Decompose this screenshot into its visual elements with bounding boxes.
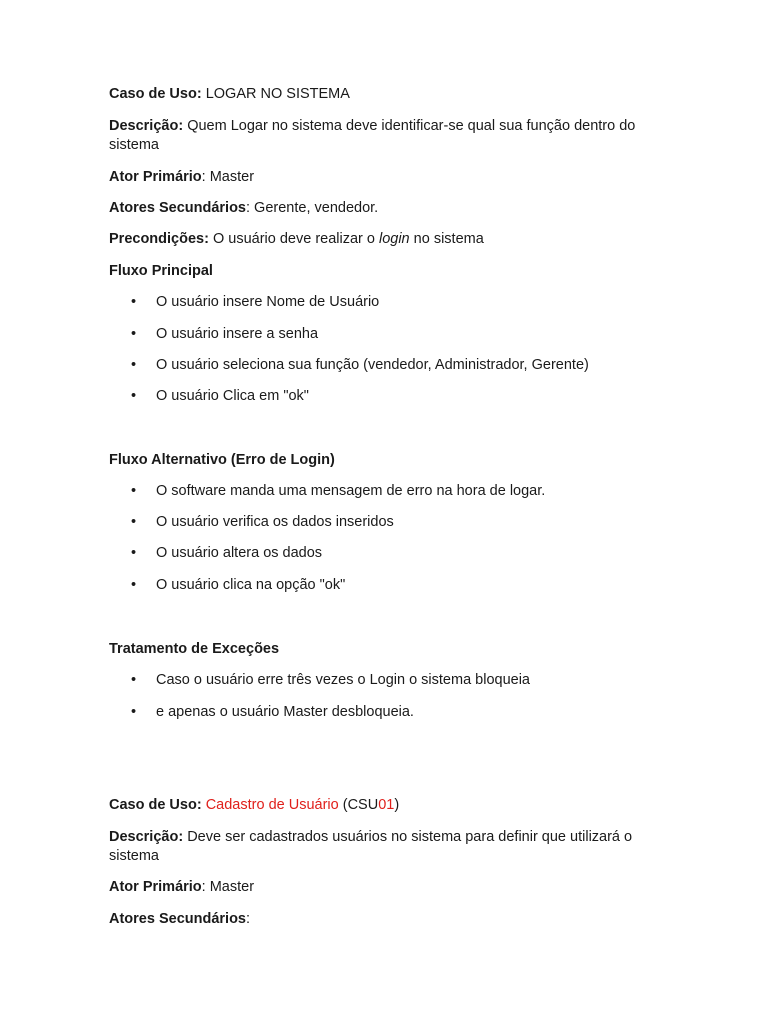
uc2-secund-value: : <box>246 911 251 927</box>
uc2-caso-label: Caso de Uso: <box>109 797 202 813</box>
fluxo-principal-heading: Fluxo Principal <box>109 263 213 279</box>
bullet: • <box>131 294 137 310</box>
uc2-code-open: (CSU <box>342 797 379 813</box>
bullet: • <box>131 704 137 720</box>
uc1-ator-value: : Master <box>201 169 255 185</box>
uc2-desc-value: Deve ser cadastrados usuários no sistema para definir que utilizará o sistema <box>109 829 633 864</box>
uc2-ator-primario <box>109 878 669 897</box>
uc2-code-num: 01 <box>378 797 395 813</box>
bullet: • <box>131 577 137 593</box>
list-item: e apenas o usuário Master desbloqueia. <box>156 704 414 720</box>
uc1-precond-after: no sistema <box>413 231 484 247</box>
uc2-secund-label: Atores Secundários <box>109 911 246 927</box>
uc2-descricao <box>109 828 669 866</box>
bullet: • <box>131 326 137 342</box>
list-item: O software manda uma mensagem de erro na hora de logar. <box>156 483 546 499</box>
uc1-caso-label: Caso de Uso: <box>109 86 202 102</box>
list-item: O usuário clica na opção "ok" <box>156 577 346 593</box>
uc1-secund-value: : Gerente, vendedor. <box>246 200 379 216</box>
uc1-atores-secundarios <box>109 199 669 218</box>
list-item: Caso o usuário erre três vezes o Login o sistema bloqueia <box>156 672 530 688</box>
uc2-ator-label: Ator Primário <box>109 879 202 895</box>
bullet: • <box>131 672 137 688</box>
uc2-caso-value: Cadastro de Usuário <box>205 797 339 813</box>
uc1-precond-before: O usuário deve realizar o <box>212 231 375 247</box>
uc2-code-close: ) <box>394 797 400 813</box>
bullet: • <box>131 514 137 530</box>
uc1-secund-label: Atores Secundários <box>109 200 246 216</box>
uc2-caso-line <box>109 796 669 815</box>
uc1-precond-italic: login <box>378 231 410 247</box>
uc2-desc-label: Descrição: <box>109 829 184 845</box>
list-item: O usuário altera os dados <box>156 545 323 561</box>
bullet: • <box>131 357 137 373</box>
uc1-precondicoes <box>109 230 669 249</box>
uc1-caso-value: LOGAR NO SISTEMA <box>205 86 350 102</box>
fluxo-alternativo-heading: Fluxo Alternativo (Erro de Login) <box>109 452 335 468</box>
uc2-atores-secundarios <box>109 910 669 929</box>
uc1-desc-label: Descrição: <box>109 118 184 134</box>
tratamento-excecoes-heading: Tratamento de Exceções <box>109 641 280 657</box>
uc1-precond-label: Precondições: <box>109 231 209 247</box>
uc1-descricao <box>109 117 669 155</box>
uc1-ator-primario <box>109 168 669 187</box>
uc2-ator-value: : Master <box>201 879 255 895</box>
uc1-ator-label: Ator Primário <box>109 169 202 185</box>
list-item: O usuário Clica em "ok" <box>156 388 309 404</box>
list-item: O usuário insere Nome de Usuário <box>156 294 380 310</box>
bullet: • <box>131 388 137 404</box>
list-item: O usuário seleciona sua função (vendedor, Administrador, Gerente) <box>156 357 589 373</box>
bullet: • <box>131 483 137 499</box>
list-item: O usuário verifica os dados inseridos <box>156 514 394 530</box>
list-item: O usuário insere a senha <box>156 326 319 342</box>
uc1-desc-value: Quem Logar no sistema deve identificar-se qual sua função dentro do sistema <box>109 118 636 153</box>
uc1-caso-line <box>109 85 669 104</box>
bullet: • <box>131 545 137 561</box>
